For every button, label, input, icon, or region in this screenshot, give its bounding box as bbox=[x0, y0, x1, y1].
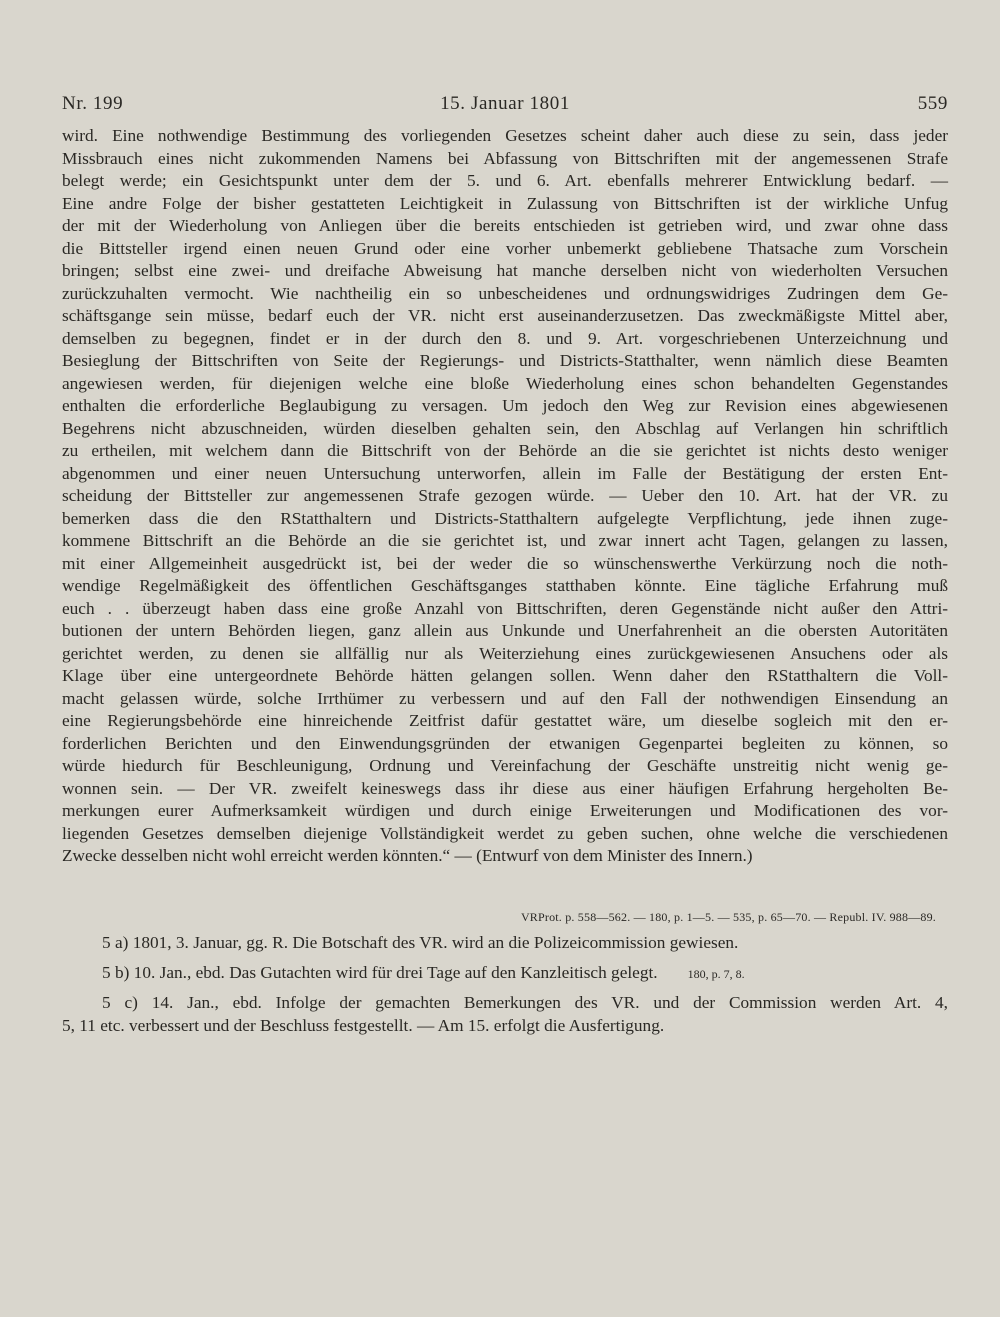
text-line: zurückzuhalten vermocht. Wie nachtheilig ein so unbescheidenes und ordnungswidriges Zudringen dem Ge- bbox=[62, 283, 948, 303]
text-line: macht gelassen würde, solche Irrthümer zu verbessern und auf den Fall der nothwendigen Einsendung an bbox=[62, 688, 948, 708]
text-line: würde hiedurch für Beschleunigung, Ordnung und Vereinfachung der Geschäfte unstreitig nicht wenig ge- bbox=[62, 756, 948, 775]
entry-5a: 5 a) 1801, 3. Januar, gg. R. Die Botschaft des VR. wird an die Polizeicommission gewiesen. bbox=[102, 933, 739, 952]
text-line: abgenommen und einer neuen Untersuchung unterworfen, allein im Falle der Bestätigung der ersten Ent- bbox=[62, 463, 948, 483]
text-line: Missbrauch eines nicht zukommenden Namens bei Abfassung von Bittschriften mit der angemessenen Strafe bbox=[62, 148, 948, 168]
text-line: butionen der untern Behörden liegen, ganz allein aus Unkunde und Unerfahrenheit an die obersten Autoritäten bbox=[62, 621, 948, 640]
text-line: scheidung der Bittsteller zur angemessenen Strafe gezogen würde. — Ueber den 10. Art. hat der VR. zu bbox=[62, 486, 948, 505]
text-line: forderlichen Berichten und den Einwendungsgründen der etwanigen Gegenpartei begleiten zu können, so bbox=[62, 733, 948, 753]
text-line: Zwecke desselben nicht wohl erreicht werden könnten.“ — (Entwurf von dem Minister des Innern.) bbox=[62, 846, 753, 865]
main-text-block bbox=[62, 125, 948, 868]
text-line: enthalten die erforderliche Beglaubigung zu versagen. Um jedoch den Weg zur Revision eines abgewiesenen bbox=[62, 396, 948, 415]
entry-5c-line-2: 5, 11 etc. verbessert und der Beschluss festgestellt. — Am 15. erfolgt die Ausfertigung. bbox=[62, 1016, 665, 1035]
text-line: belegt werde; ein Gesichtspunkt unter dem der 5. und 6. Art. ebenfalls mehrerer Entwicklung bedarf. — bbox=[62, 171, 948, 190]
entry-5b-reference: 180, p. 7, 8. bbox=[687, 967, 745, 981]
text-line: wendige Regelmäßigkeit des öffentlichen Geschäftsganges statthaben könnte. Eine tägliche Erfahrung muß bbox=[62, 576, 948, 595]
source-note: VRProt. p. 558—562. — 180, p. 1—5. — 535, p. 65—70. — Republ. IV. 988—89. bbox=[520, 910, 936, 924]
entry-5b bbox=[102, 962, 745, 985]
text-line: wonnen sein. — Der VR. zweifelt keineswegs dass ihr diese aus einer häufigen Erfahrung hergeholten Be- bbox=[62, 778, 948, 798]
text-line: schäftsgange sein müsse, bedarf euch der VR. nicht erst auseinanderzusetzen. Das zweckmäßigste Mittel aber, bbox=[62, 306, 948, 325]
text-line: Eine andre Folge der bisher gestatteten Leichtigkeit in Zulassung von Bittschriften ist der wirkliche Unfug bbox=[62, 193, 948, 213]
text-line: angewiesen werden, für diejenigen welche eine bloße Wiederholung eines schon behandelten Gegenstandes bbox=[62, 373, 948, 393]
text-line: zu ertheilen, mit welchem dann die Bittschrift von der Behörde an die sie gerichtet ist nichts desto weniger bbox=[62, 441, 948, 460]
entry-5c-line-1: 5 c) 14. Jan., ebd. Infolge der gemachten Bemerkungen des VR. und der Commission werden Art. 4, bbox=[102, 993, 948, 1012]
text-line: bringen; selbst eine zwei- und dreifache Abweisung hat manche derselben nicht von wiederholten Versuchen bbox=[62, 261, 948, 280]
text-line: die Bittsteller irgend einen neuen Grund oder eine vorher unbemerkt gebliebene Thatsache zum Vorschein bbox=[62, 238, 948, 258]
text-line: eine Regierungsbehörde eine hinreichende Zeitfrist dafür gestattet wäre, um dieselbe sogleich mit den er- bbox=[62, 711, 948, 730]
text-line: demselben zu begegnen, findet er in der durch den 8. und 9. Art. vorgeschriebenen Unterzeichnung und bbox=[62, 328, 948, 348]
text-line: wird. Eine nothwendige Bestimmung des vorliegenden Gesetzes scheint daher auch diese zu sein, dass jeder bbox=[62, 126, 948, 145]
text-line: liegenden Gesetzes demselben diejenige Vollständigkeit werdet zu geben suchen, ohne welche die verschiedenen bbox=[62, 823, 948, 843]
text-line: Begehrens nicht abzuschneiden, würden dieselben gehalten sein, den Abschlag auf Verlangen hin schriftlich bbox=[62, 418, 948, 438]
text-line: gerichtet werden, zu denen sie allfällig nur als Weiterziehung eines zurückgewiesenen Ansuchens oder als bbox=[62, 643, 948, 663]
text-line: Besieglung der Bittschriften von Seite der Regierungs- und Districts-Statthalter, wenn nämlich diese Beamten bbox=[62, 351, 948, 370]
text-line: Klage über eine untergeordnete Behörde hätten gelangen sollen. Wenn daher den RStatthaltern die Voll- bbox=[62, 666, 948, 685]
text-line: euch . . überzeugt haben dass eine große Anzahl von Bittschriften, deren Gegenstände nicht außer den Attri- bbox=[62, 598, 948, 618]
page-number: 559 bbox=[917, 93, 948, 114]
text-line: bemerken dass die den RStatthaltern und Districts-Statthaltern aufgelegte Verpflichtung, jede ihnen zuge- bbox=[62, 508, 948, 528]
text-line: der mit der Wiederholung von Anliegen über die bereits entschieden ist getrieben wird, und zwar ohne dass bbox=[62, 216, 948, 235]
text-line: merkungen eurer Aufmerksamkeit würdigen und durch einige Erweiterungen und Modificationen des vor- bbox=[62, 801, 948, 820]
text-line: kommene Bittschrift an die Behörde an die sie gerichtet ist, und zwar innert acht Tagen, gelangen zu lassen, bbox=[62, 531, 948, 550]
text-line: mit einer Allgemeinheit ausgedrückt ist, bei der weder die so wünschenswerthe Verkürzung noch die noth- bbox=[62, 553, 948, 573]
document-date: 15. Januar 1801 bbox=[440, 93, 570, 114]
document-number: Nr. 199 bbox=[62, 93, 124, 114]
entry-5b-text: 5 b) 10. Jan., ebd. Das Gutachten wird für drei Tage auf den Kanzleitisch gelegt. bbox=[102, 963, 658, 982]
